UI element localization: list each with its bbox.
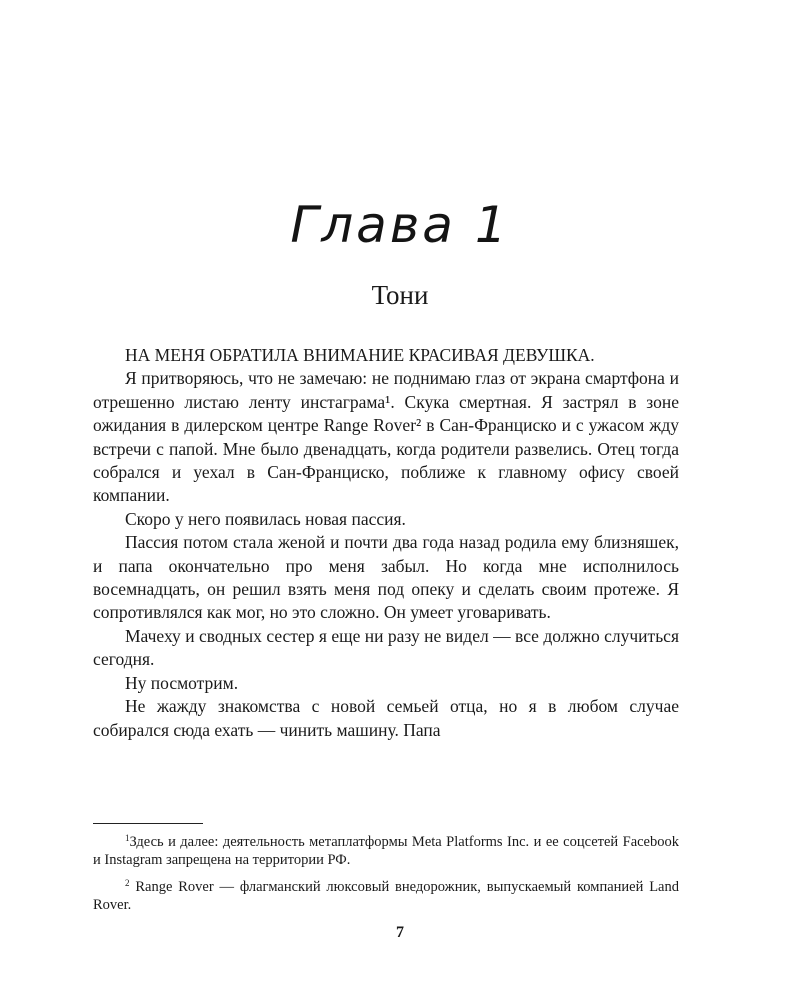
paragraph: Не жажду знакомства с новой семьей отца, но я в любом случае собирался сюда ехать — чинить машину. Папа: [93, 696, 679, 740]
footnote-divider: [93, 823, 203, 824]
paragraph: Скоро у него появилась новая пассия.: [125, 508, 406, 529]
paragraph: Мачеху и сводных сестер я еще ни разу не видел — все должно случиться сегодня.: [93, 625, 679, 670]
paragraph: Я притворяюсь, что не замечаю: не поднимаю глаз от экрана смартфона и отрешенно листаю ленту инстаграма¹. Скука смертная. Я застрял в зоне ожидания в дилерском центре Range Rover² в Сан-Франциско и с ужасом жду встречи с папой. Мне было двенадцать, когда родители развелись. Отец тогда собрался и уехал в Сан-Франциско, поближе к главному офису своей компании.: [93, 368, 679, 506]
footnote: [93, 829, 679, 869]
paragraph: Пассия потом стала женой и почти два года назад родила ему близняшек, и папа окончательно про меня забыл. Но когда мне исполнилось восемнадцать, он решил взять меня под опеку и сделать своим протеже. Я сопротивлялся как мог, но это сложно. Он умеет уговаривать.: [93, 532, 679, 623]
paragraph: НА МЕНЯ ОБРАТИЛА ВНИМАНИЕ КРАСИВАЯ ДЕВУШКА.: [125, 345, 595, 365]
footnote-marker: 2: [125, 878, 130, 888]
page-number: 7: [396, 924, 404, 941]
footnotes: [93, 829, 679, 919]
footnote-text: Здесь и далее: деятельность метаплатформы Meta Platforms Inc. и ее соцсетей Facebook и Instagram запрещена на территории РФ.: [93, 834, 679, 868]
footnote-marker: 1: [125, 833, 130, 843]
paragraph: Ну посмотрим.: [125, 672, 239, 693]
chapter-subtitle: Тони: [371, 280, 429, 310]
footnote-text: Range Rover — флагманский люксовый внедорожник, выпускаемый компанией Land Rover.: [93, 879, 679, 913]
body-text: [93, 344, 679, 742]
chapter-title: Глава 1: [290, 196, 510, 254]
footnote: [93, 874, 679, 914]
